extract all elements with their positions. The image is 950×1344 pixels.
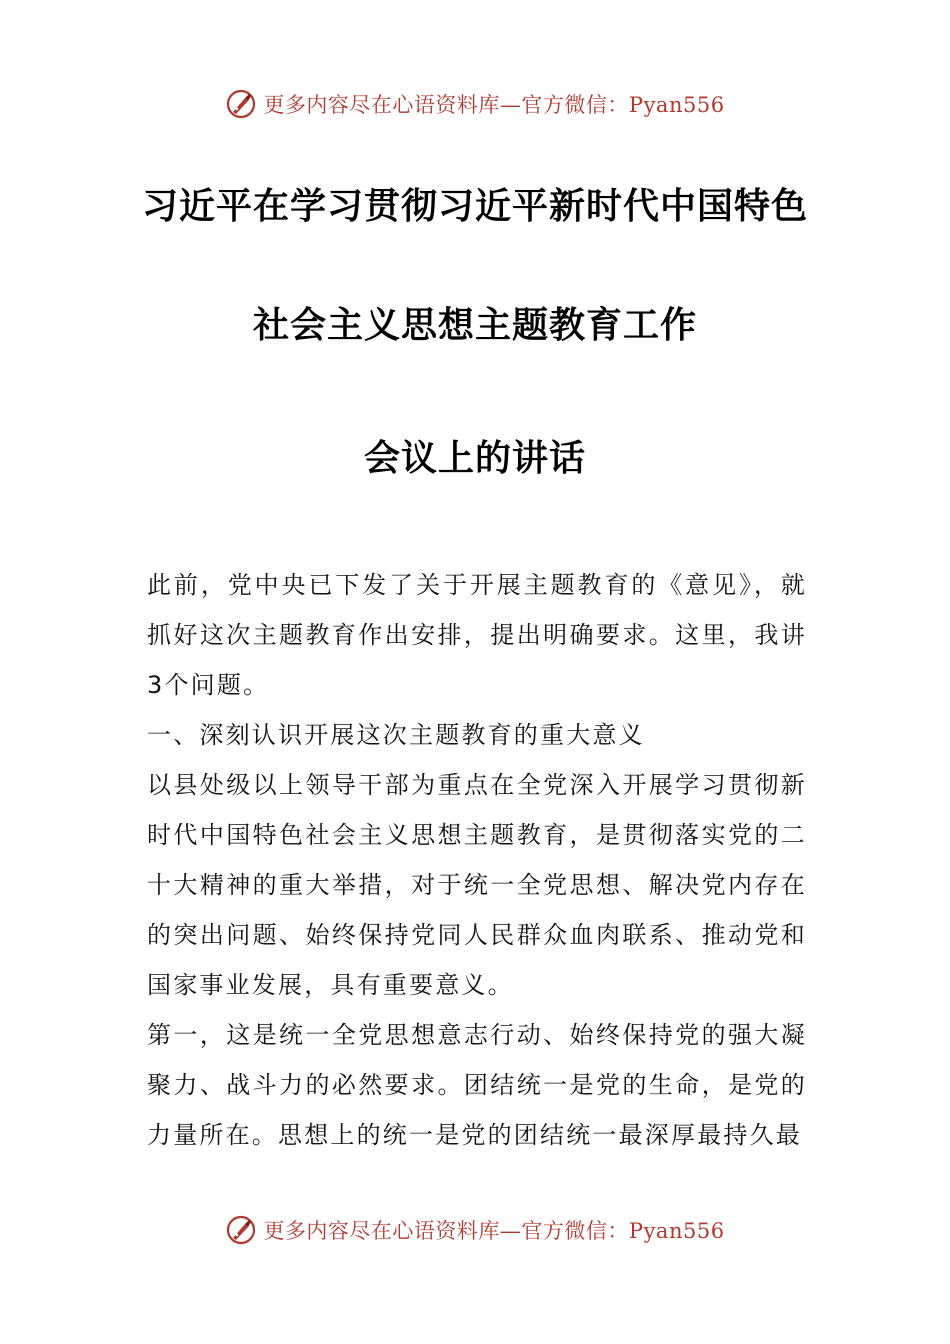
paragraph: 以县处级以上领导干部为重点在全党深入开展学习贯彻新时代中国特色社会主义思想主题教育，是贯彻落实党的二十大精神的重大举措，对于统一全党思想、解决党内存在的突出问题、始终保持党同人民群众血肉联系、推动党和国家事业发展，具有重要意义。 xyxy=(147,771,807,999)
header-watermark xyxy=(0,84,950,124)
paragraph-intro: 此前，党中央已下发了关于开展主题教育的《意见》，就抓好这次主题教育作出安排，提出明确要求。这里，我讲3个问题。 xyxy=(147,571,807,699)
fountain-pen-logo-icon xyxy=(225,88,257,120)
document-title-line-1: 习近平在学习贯彻习近平新时代中国特色 xyxy=(141,185,808,227)
document-title-line-2: 社会主义思想主题教育工作 xyxy=(252,304,697,346)
document-title-line-3: 会议上的讲话 xyxy=(363,437,586,479)
footer-watermark xyxy=(0,1210,950,1250)
fountain-pen-logo-icon xyxy=(225,1214,257,1246)
watermark-text: 更多内容尽在心语资料库—官方微信：Pyan556 xyxy=(263,93,725,117)
section-heading: 一、深刻认识开展这次主题教育的重大意义 xyxy=(147,721,645,749)
watermark-text: 更多内容尽在心语资料库—官方微信：Pyan556 xyxy=(263,1219,725,1243)
document-body xyxy=(147,560,807,1160)
paragraph: 第一，这是统一全党思想意志行动、始终保持党的强大凝聚力、战斗力的必然要求。团结统一是党的生命，是党的力量所在。思想上的统一是党的团结统一最深厚最持久最 xyxy=(147,1021,807,1149)
